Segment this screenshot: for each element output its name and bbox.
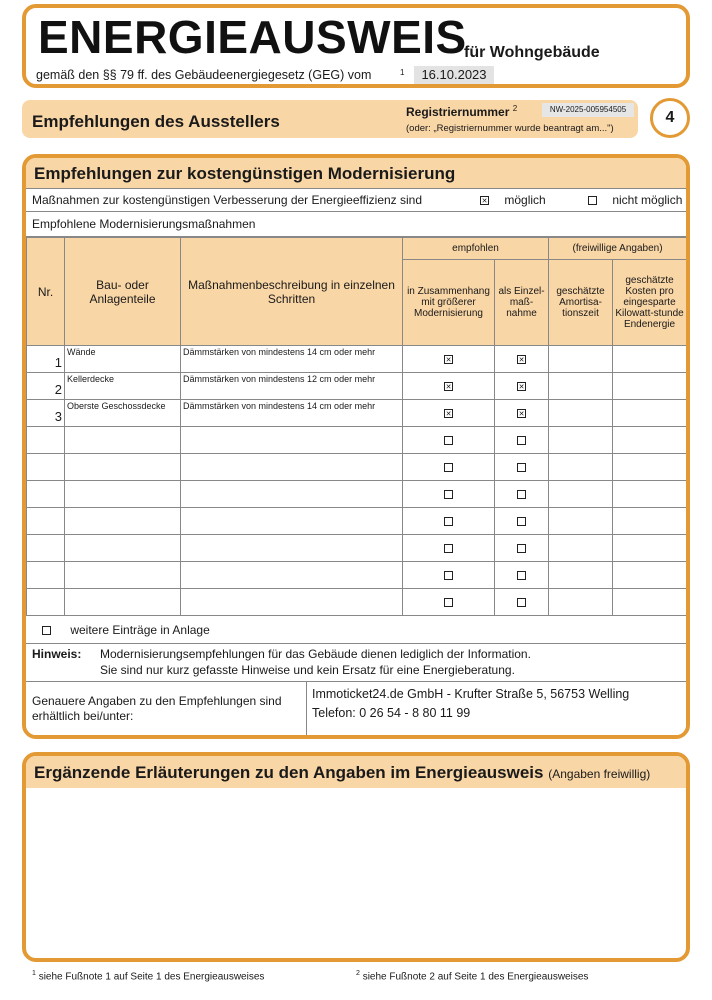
row-cost[interactable] bbox=[613, 427, 687, 454]
row-part[interactable] bbox=[65, 589, 181, 616]
not-possible-option[interactable] bbox=[588, 189, 682, 211]
document-title: ENERGIEAUSWEIS bbox=[38, 11, 467, 63]
page-number-badge: 4 bbox=[650, 98, 690, 138]
possibility-row bbox=[26, 189, 686, 212]
row-combined-checkbox[interactable] bbox=[444, 517, 453, 526]
col-cost: geschätzte Kosten pro eingesparte Kilowatt-stunde Endenergie bbox=[613, 260, 687, 346]
table-row bbox=[27, 481, 687, 508]
row-single-checkbox[interactable] bbox=[517, 544, 526, 553]
row-amortisation[interactable] bbox=[549, 481, 613, 508]
table-row bbox=[27, 346, 687, 373]
row-combined-checkbox[interactable] bbox=[444, 463, 453, 472]
row-single-cell bbox=[495, 346, 549, 373]
row-description[interactable]: Dämmstärken von mindestens 14 cm oder mehr bbox=[181, 400, 403, 427]
row-single-checkbox[interactable] bbox=[517, 409, 526, 418]
row-single-cell bbox=[495, 481, 549, 508]
row-number bbox=[27, 589, 65, 616]
row-combined-cell bbox=[403, 535, 495, 562]
col-single: als Einzel-maß-nahme bbox=[495, 260, 549, 346]
row-amortisation[interactable] bbox=[549, 373, 613, 400]
col-amortisation: geschätzte Amortisa-tionszeit bbox=[549, 260, 613, 346]
row-part[interactable]: Oberste Geschossdecke bbox=[65, 400, 181, 427]
col-part: Bau- oder Anlagenteile bbox=[65, 238, 181, 346]
row-number: 3 bbox=[27, 400, 65, 427]
row-amortisation[interactable] bbox=[549, 400, 613, 427]
row-part[interactable]: Wände bbox=[65, 346, 181, 373]
possible-option[interactable] bbox=[480, 189, 546, 211]
registration-label: Registriernummer $^2$ bbox=[406, 104, 518, 119]
note-line-2: Sie sind nur kurz gefasste Hinweise und kein Ersatz für eine Energieberatung. bbox=[100, 663, 515, 677]
row-cost[interactable] bbox=[613, 508, 687, 535]
table-row bbox=[27, 589, 687, 616]
row-combined-cell bbox=[403, 589, 495, 616]
row-part[interactable]: Kellerdecke bbox=[65, 373, 181, 400]
row-amortisation[interactable] bbox=[549, 346, 613, 373]
row-amortisation[interactable] bbox=[549, 535, 613, 562]
row-combined-checkbox[interactable] bbox=[444, 355, 453, 364]
row-cost[interactable] bbox=[613, 481, 687, 508]
col-recommended: empfohlen bbox=[403, 238, 549, 260]
table-row bbox=[27, 400, 687, 427]
additional-text-area[interactable] bbox=[26, 788, 686, 958]
registration-alt-note: (oder: „Registriernummer wurde beantragt am...") bbox=[406, 123, 614, 134]
row-combined-checkbox[interactable] bbox=[444, 436, 453, 445]
row-description[interactable] bbox=[181, 454, 403, 481]
note-label: Hinweis: bbox=[32, 647, 82, 661]
row-amortisation[interactable] bbox=[549, 454, 613, 481]
row-part[interactable] bbox=[65, 535, 181, 562]
table-row bbox=[27, 562, 687, 589]
possibility-question: Maßnahmen zur kostengünstigen Verbesserung der Energieeffizienz sind bbox=[32, 193, 423, 207]
row-number bbox=[27, 427, 65, 454]
row-single-checkbox[interactable] bbox=[517, 436, 526, 445]
row-description[interactable]: Dämmstärken von mindestens 12 cm oder mehr bbox=[181, 373, 403, 400]
row-cost[interactable] bbox=[613, 346, 687, 373]
info-divider bbox=[306, 682, 307, 735]
note-row bbox=[26, 644, 686, 682]
document-subtitle: für Wohngebäude bbox=[464, 44, 600, 61]
row-amortisation[interactable] bbox=[549, 427, 613, 454]
row-cost[interactable] bbox=[613, 535, 687, 562]
row-single-cell bbox=[495, 508, 549, 535]
more-entries-label: weitere Einträge in Anlage bbox=[70, 623, 210, 637]
possible-checkbox[interactable] bbox=[480, 196, 489, 205]
row-description[interactable] bbox=[181, 535, 403, 562]
footnote-2: $^2$ siehe Fußnote 2 auf Seite 1 des Energieausweises bbox=[356, 970, 589, 983]
table-row bbox=[27, 373, 687, 400]
col-optional: (freiwillige Angaben) bbox=[549, 238, 687, 260]
row-single-checkbox[interactable] bbox=[517, 382, 526, 391]
row-number bbox=[27, 454, 65, 481]
not-possible-label: nicht möglich bbox=[612, 193, 683, 207]
row-single-checkbox[interactable] bbox=[517, 490, 526, 499]
info-address: Immoticket24.de GmbH - Krufter Straße 5, 56753 Welling bbox=[312, 687, 630, 701]
row-single-checkbox[interactable] bbox=[517, 463, 526, 472]
row-amortisation[interactable] bbox=[549, 562, 613, 589]
row-part[interactable] bbox=[65, 508, 181, 535]
row-part[interactable] bbox=[65, 562, 181, 589]
table-row bbox=[27, 508, 687, 535]
not-possible-checkbox[interactable] bbox=[588, 196, 597, 205]
row-single-cell bbox=[495, 535, 549, 562]
col-nr: Nr. bbox=[27, 238, 65, 346]
row-description[interactable] bbox=[181, 589, 403, 616]
row-number bbox=[27, 535, 65, 562]
row-single-checkbox[interactable] bbox=[517, 355, 526, 364]
row-combined-checkbox[interactable] bbox=[444, 382, 453, 391]
row-single-checkbox[interactable] bbox=[517, 598, 526, 607]
row-combined-checkbox[interactable] bbox=[444, 490, 453, 499]
row-number bbox=[27, 562, 65, 589]
row-combined-cell bbox=[403, 454, 495, 481]
row-part[interactable] bbox=[65, 481, 181, 508]
row-description[interactable] bbox=[181, 481, 403, 508]
row-amortisation[interactable] bbox=[549, 589, 613, 616]
col-desc: Maßnahmenbeschreibung in einzelnen Schritten bbox=[181, 238, 403, 346]
row-combined-cell bbox=[403, 562, 495, 589]
row-combined-checkbox[interactable] bbox=[444, 544, 453, 553]
row-combined-cell bbox=[403, 400, 495, 427]
row-single-checkbox[interactable] bbox=[517, 571, 526, 580]
section-bar bbox=[22, 100, 638, 138]
row-part[interactable] bbox=[65, 454, 181, 481]
row-combined-cell bbox=[403, 508, 495, 535]
row-amortisation[interactable] bbox=[549, 508, 613, 535]
row-cost[interactable] bbox=[613, 373, 687, 400]
registration-number-field[interactable]: NW-2025-005954505 bbox=[542, 103, 634, 117]
row-single-cell bbox=[495, 373, 549, 400]
row-part[interactable] bbox=[65, 427, 181, 454]
row-combined-checkbox[interactable] bbox=[444, 571, 453, 580]
law-date-field[interactable]: 16.10.2023 bbox=[414, 66, 494, 84]
possible-label: möglich bbox=[504, 193, 546, 207]
row-cost[interactable] bbox=[613, 589, 687, 616]
row-number: 1 bbox=[27, 346, 65, 373]
row-description[interactable] bbox=[181, 562, 403, 589]
more-entries-checkbox[interactable] bbox=[42, 626, 51, 635]
info-phone: Telefon: 0 26 54 - 8 80 11 99 bbox=[312, 706, 471, 720]
row-single-cell bbox=[495, 589, 549, 616]
table-row bbox=[27, 535, 687, 562]
row-number: 2 bbox=[27, 373, 65, 400]
row-description[interactable] bbox=[181, 508, 403, 535]
row-cost[interactable] bbox=[613, 562, 687, 589]
row-description[interactable] bbox=[181, 427, 403, 454]
document-header bbox=[22, 4, 690, 88]
row-cost[interactable] bbox=[613, 400, 687, 427]
additional-explanations bbox=[22, 752, 690, 962]
note-line-1: Modernisierungsempfehlungen für das Gebäude dienen lediglich der Information. bbox=[100, 647, 531, 661]
row-combined-cell bbox=[403, 427, 495, 454]
more-entries-row[interactable] bbox=[26, 618, 686, 644]
row-single-cell bbox=[495, 562, 549, 589]
row-cost[interactable] bbox=[613, 454, 687, 481]
table-row bbox=[27, 427, 687, 454]
footnote-marker: 1 bbox=[400, 68, 405, 77]
row-single-checkbox[interactable] bbox=[517, 517, 526, 526]
info-label: Genauere Angaben zu den Empfehlungen sind erhältlich bei/unter: bbox=[32, 694, 282, 723]
col-combined: in Zusammenhang mit größerer Modernisierung bbox=[403, 260, 495, 346]
row-description[interactable]: Dämmstärken von mindestens 14 cm oder mehr bbox=[181, 346, 403, 373]
row-single-cell bbox=[495, 427, 549, 454]
row-combined-checkbox[interactable] bbox=[444, 409, 453, 418]
row-combined-checkbox[interactable] bbox=[444, 598, 453, 607]
info-row bbox=[26, 682, 686, 735]
row-single-cell bbox=[495, 454, 549, 481]
additional-heading: Ergänzende Erläuterungen zu den Angaben im Energieausweis (Angaben freiwillig) bbox=[26, 756, 686, 788]
row-combined-cell bbox=[403, 481, 495, 508]
row-combined-cell bbox=[403, 373, 495, 400]
row-number bbox=[27, 508, 65, 535]
row-number bbox=[27, 481, 65, 508]
row-combined-cell bbox=[403, 346, 495, 373]
modernisation-heading: Empfehlungen zur kostengünstigen Modernisierung bbox=[26, 158, 686, 189]
row-single-cell bbox=[495, 400, 549, 427]
table-row bbox=[27, 454, 687, 481]
recommended-label: Empfohlene Modernisierungsmaßnahmen bbox=[26, 212, 686, 237]
law-reference: gemäß den §§ 79 ff. des Gebäudeenergiegesetz (GEG) vom bbox=[36, 68, 372, 82]
measures-table bbox=[26, 237, 687, 616]
footnote-1: $^1$ siehe Fußnote 1 auf Seite 1 des Energieausweises bbox=[32, 970, 265, 983]
section-title: Empfehlungen des Ausstellers bbox=[32, 112, 280, 131]
modernisation-section bbox=[22, 154, 690, 739]
